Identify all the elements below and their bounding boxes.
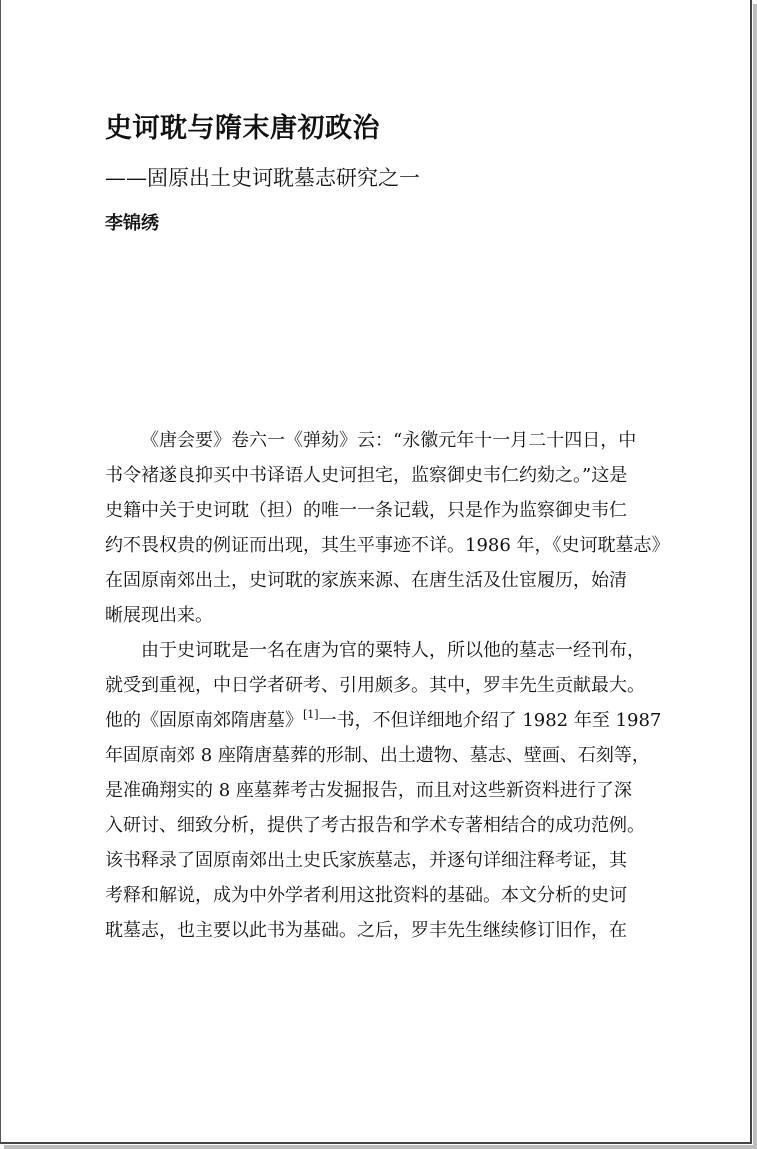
footnote-reference[interactable]: [1]: [303, 708, 319, 721]
text-segment: 他的《固原南郊隋唐墓》: [105, 710, 303, 731]
text-line: 耽墓志，也主要以此书为基础。之后，罗丰先生继续修订旧作，在: [105, 920, 627, 941]
text-line: 年固原南郊 8 座隋唐墓葬的形制、出土遗物、墓志、壁画、石刻等，: [105, 745, 650, 766]
page-subtitle: ——固原出土史诃耽墓志研究之一: [105, 166, 420, 190]
text-line: 入研讨、细致分析，提供了考古报告和学术专著相结合的成功范例。: [105, 815, 645, 836]
page-shadow-right: [753, 4, 757, 1149]
text-segment: 一书，不但详细地介绍了 1982 年至 1987: [318, 710, 662, 731]
text-line: 是准确翔实的 8 座墓葬考古发掘报告，而且对这些新资料进行了深: [105, 780, 632, 801]
text-line: 就受到重视，中日学者研考、引用颇多。其中，罗丰先生贡献最大。: [105, 675, 645, 696]
text-line: 该书释录了固原南郊出土史氏家族墓志，并逐句详细注释考证，其: [105, 850, 627, 871]
text-line: 书令褚遂良抑买中书译语人史诃担宅，监察御史韦仁约劾之。”这是: [105, 465, 628, 486]
article-body: [105, 423, 705, 948]
paragraph-2: [105, 633, 705, 948]
text-line: 《唐会要》卷六一《弹劾》云：“永徽元年十一月二十四日，中: [141, 430, 637, 451]
text-line: [105, 703, 705, 738]
text-line: 在固原南郊出土，史诃耽的家族来源、在唐生活及仕宦履历，始清: [105, 570, 627, 591]
text-line: 由于史诃耽是一名在唐为官的粟特人，所以他的墓志一经刊布，: [141, 640, 645, 661]
paragraph-1: [105, 423, 705, 633]
page-shadow-bottom: [4, 1145, 757, 1149]
text-line: 考释和解说，成为中外学者利用这批资料的基础。本文分析的史诃: [105, 885, 627, 906]
author-name: 李锦绣: [105, 213, 159, 234]
text-line: 晰展现出来。: [105, 605, 213, 626]
page-title: 史诃耽与隋末唐初政治: [105, 113, 380, 144]
text-line: 约不畏权贵的例证而出现，其生平事迹不详。1986 年，《史诃耽墓志》: [105, 535, 670, 556]
text-line: 史籍中关于史诃耽（担）的唯一一条记载，只是作为监察御史韦仁: [105, 500, 627, 521]
